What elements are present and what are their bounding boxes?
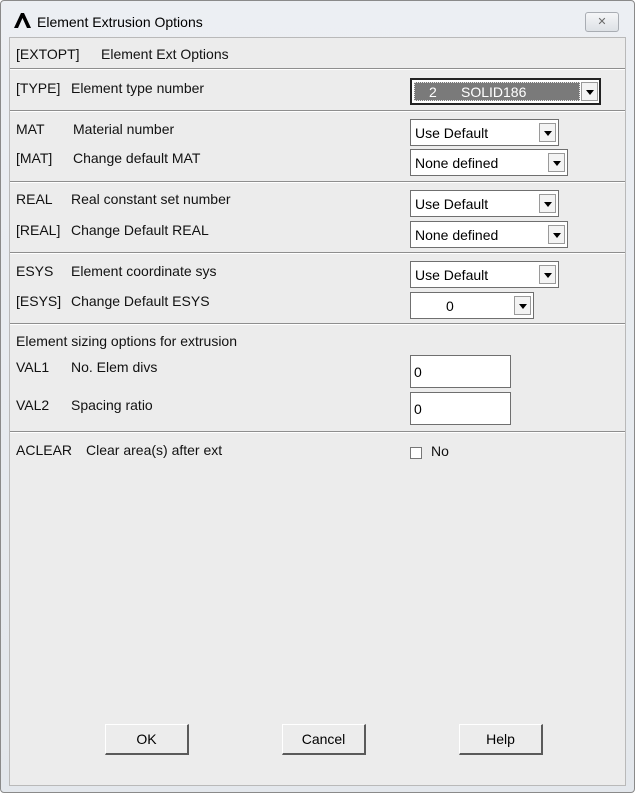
real-constant-select[interactable] <box>410 190 559 217</box>
divider <box>10 252 625 254</box>
sizing-heading: Element sizing options for extrusion <box>16 333 237 349</box>
divider <box>10 68 625 70</box>
divider <box>10 431 625 433</box>
real-constant-value: Use Default <box>415 196 489 212</box>
clear-area-checkbox[interactable] <box>410 447 422 459</box>
type-command: [TYPE] <box>16 80 61 96</box>
val2-command: VAL2 <box>16 397 50 413</box>
real-label: Real constant set number <box>71 191 231 207</box>
material-number-select[interactable] <box>410 119 559 146</box>
esys-change-label: Change Default ESYS <box>71 293 210 309</box>
real-change-command: [REAL] <box>16 222 61 238</box>
help-button[interactable]: Help <box>459 724 543 755</box>
change-default-real-select[interactable] <box>410 221 568 248</box>
aclear-command: ACLEAR <box>16 442 73 458</box>
real-change-label: Change Default REAL <box>71 222 209 238</box>
esys-label: Element coordinate sys <box>71 263 217 279</box>
element-type-name: SOLID186 <box>461 84 527 100</box>
element-type-select[interactable] <box>410 78 601 105</box>
chevron-down-icon[interactable] <box>514 296 531 315</box>
aclear-label: Clear area(s) after ext <box>86 442 223 458</box>
change-default-esys-value: 0 <box>446 298 454 314</box>
element-coordinate-select[interactable] <box>410 261 559 288</box>
element-type-number: 2 <box>429 84 437 100</box>
change-default-mat-value: None defined <box>415 155 499 171</box>
element-coordinate-value: Use Default <box>415 267 489 283</box>
title-bar <box>1 1 634 37</box>
header-command: [EXTOPT] <box>16 46 80 62</box>
elem-divs-value: 0 <box>414 364 422 380</box>
elem-divs-input[interactable] <box>410 355 511 388</box>
mat-change-command: [MAT] <box>16 150 53 166</box>
divider <box>10 181 625 183</box>
esys-command: ESYS <box>16 263 54 279</box>
spacing-ratio-value: 0 <box>414 401 422 417</box>
chevron-down-icon[interactable] <box>539 265 556 284</box>
mat-command: MAT <box>16 121 45 137</box>
val1-label: No. Elem divs <box>71 359 158 375</box>
chevron-down-icon[interactable] <box>539 194 556 213</box>
mat-change-label: Change default MAT <box>73 150 201 166</box>
esys-change-command: [ESYS] <box>16 293 62 309</box>
header-label: Element Ext Options <box>101 46 229 62</box>
type-label: Element type number <box>71 80 205 96</box>
mat-label: Material number <box>73 121 175 137</box>
element-type-selected <box>414 82 580 101</box>
cancel-button[interactable]: Cancel <box>282 724 366 755</box>
ok-button[interactable]: OK <box>105 724 189 755</box>
ansys-logo-icon <box>14 13 31 28</box>
close-button[interactable]: ✕ <box>585 12 619 32</box>
real-command: REAL <box>16 191 53 207</box>
change-default-esys-select[interactable] <box>410 292 534 319</box>
change-default-real-value: None defined <box>415 227 499 243</box>
material-number-value: Use Default <box>415 125 489 141</box>
divider <box>10 323 625 325</box>
divider <box>10 110 625 112</box>
chevron-down-icon[interactable] <box>548 153 565 172</box>
change-default-mat-select[interactable] <box>410 149 568 176</box>
chevron-down-icon[interactable] <box>581 82 598 101</box>
spacing-ratio-input[interactable] <box>410 392 511 425</box>
val2-label: Spacing ratio <box>71 397 153 413</box>
chevron-down-icon[interactable] <box>548 225 565 244</box>
chevron-down-icon[interactable] <box>539 123 556 142</box>
dialog-body <box>9 37 626 786</box>
clear-area-checkbox-label[interactable]: No <box>431 443 449 459</box>
window-title: Element Extrusion Options <box>37 14 203 30</box>
val1-command: VAL1 <box>16 359 50 375</box>
